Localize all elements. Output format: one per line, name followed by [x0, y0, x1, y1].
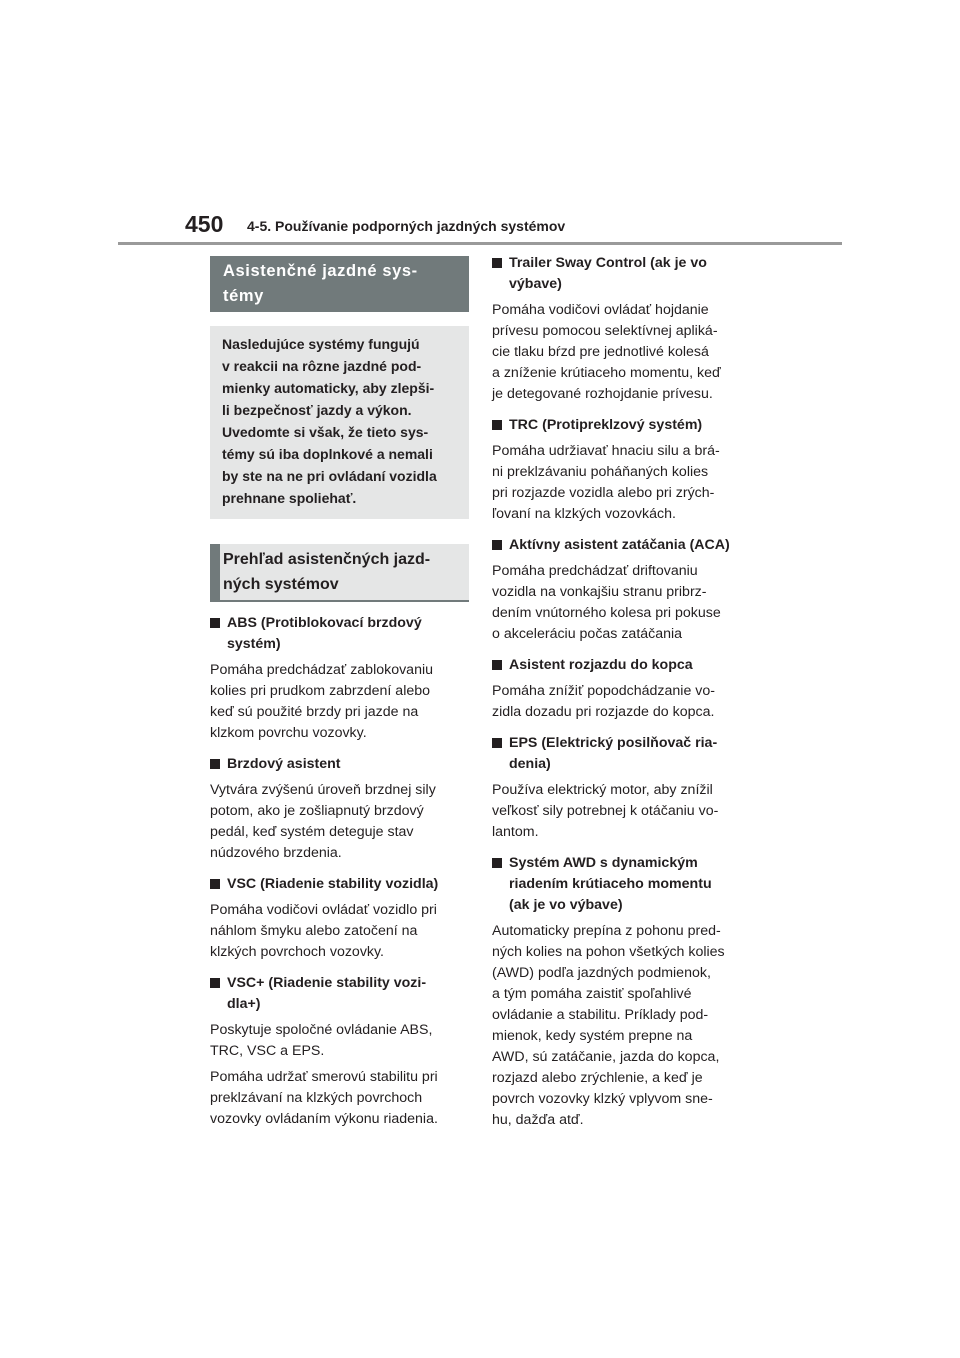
intro-line: li bezpečnosť jazdy a výkon.: [222, 402, 412, 418]
feature-title-line: VSC (Riadenie stability vozidla): [227, 876, 439, 892]
page-number: 450: [185, 211, 224, 237]
right-feature-list: [492, 253, 752, 1131]
feature-paragraph-line: Pomáha predchádzať zablokovaniu: [210, 662, 434, 678]
feature-paragraph-line: vozovky ovládaním výkonu riadenia.: [210, 1111, 438, 1127]
feature-paragraph-line: TRC, VSC a EPS.: [210, 1043, 325, 1059]
feature-title: [210, 973, 469, 1015]
feature-paragraph-line: klzkých povrchoch vozovky.: [210, 944, 384, 960]
left-feature-list: [210, 613, 469, 1130]
feature-paragraph-line: hu, dažďa atď.: [492, 1112, 584, 1128]
subsection-title: [210, 544, 469, 602]
feature-paragraph-line: Poskytuje spoločné ovládanie ABS,: [210, 1022, 433, 1038]
feature-paragraph-line: keď sú použité brzdy pri jazde na: [210, 704, 419, 720]
feature-title-line: riadením krútiaceho momentu: [509, 876, 712, 892]
square-bullet-icon: [210, 879, 220, 889]
feature-paragraph-line: pedál, keď systém deteguje stav: [210, 824, 414, 840]
header-rule: [118, 242, 842, 245]
feature-paragraph-line: o akceleráciu počas zatáčania: [492, 626, 683, 642]
feature-paragraph-line: veľkosť sily potrebnej k otáčaniu vo-: [492, 803, 719, 819]
feature-title: [492, 733, 752, 775]
feature-paragraph-line: pri rozjazde vozidla alebo pri zrých-: [492, 485, 715, 501]
square-bullet-icon: [492, 540, 502, 550]
square-bullet-icon: [492, 858, 502, 868]
feature-paragraph-line: ľovaní na klzkých vozovkách.: [492, 506, 676, 522]
feature-paragraph: [492, 300, 752, 405]
square-bullet-icon: [492, 258, 502, 268]
feature-paragraph: [492, 441, 752, 525]
feature-paragraph-line: dením vnútorného kolesa pri pokuse: [492, 605, 721, 621]
feature-title: [210, 874, 469, 895]
feature-paragraph: [210, 780, 469, 864]
feature-item: [210, 613, 469, 744]
feature-paragraph-line: Používa elektrický motor, aby znížil: [492, 782, 713, 798]
feature-paragraph-line: Pomáha vodičovi ovládať hojdanie: [492, 302, 709, 318]
feature-paragraph: [210, 1067, 469, 1130]
feature-item: [492, 733, 752, 843]
feature-paragraph-line: povrch vozovky klzký vplyvom sne-: [492, 1091, 713, 1107]
feature-paragraph: [492, 681, 752, 723]
square-bullet-icon: [210, 618, 220, 628]
right-column: [492, 253, 752, 1131]
feature-item: [492, 853, 752, 1131]
feature-paragraph-line: ných kolies na pohon všetkých kolies: [492, 944, 725, 960]
square-bullet-icon: [492, 420, 502, 430]
feature-paragraph-line: prívesu pomocou selektívnej apliká-: [492, 323, 718, 339]
feature-paragraph: [492, 561, 752, 645]
feature-paragraph-line: lantom.: [492, 824, 539, 840]
feature-paragraph-line: kolies pri prudkom zabrzdení alebo: [210, 683, 431, 699]
feature-title: [492, 535, 752, 556]
square-bullet-icon: [492, 660, 502, 670]
feature-paragraph-line: vozidla na vonkajšiu stranu pribrz-: [492, 584, 707, 600]
feature-title-line: Systém AWD s dynamickým: [509, 855, 698, 871]
feature-paragraph: [210, 900, 469, 963]
intro-line: Uvedomte si však, že tieto sys-: [222, 424, 429, 440]
feature-title-line: Asistent rozjazdu do kopca: [509, 657, 693, 673]
section-title: [210, 256, 469, 312]
feature-paragraph-line: klzkom povrchu vozovky.: [210, 725, 367, 741]
feature-paragraph-line: ovládanie a stabilitu. Príklady pod-: [492, 1007, 709, 1023]
feature-paragraph-line: je detegované rozhojdanie prívesu.: [492, 386, 713, 402]
subsection-title-line: ných systémov: [223, 576, 339, 593]
feature-paragraph: [492, 780, 752, 843]
feature-item: [492, 253, 752, 405]
feature-paragraph-line: a tým pomáha zaistiť spoľahlivé: [492, 986, 692, 1002]
left-column: [210, 256, 469, 1130]
feature-title-line: dla+): [227, 996, 261, 1012]
intro-line: Nasledujúce systémy fungujú: [222, 336, 420, 352]
feature-paragraph-line: Pomáha udržiavať hnaciu silu a brá-: [492, 443, 720, 459]
feature-title-line: Brzdový asistent: [227, 756, 341, 772]
feature-title-line: EPS (Elektrický posilňovač ria-: [509, 735, 718, 751]
section-title-line: témy: [223, 287, 264, 305]
intro-box: [210, 326, 469, 519]
feature-title: [210, 754, 469, 775]
feature-paragraph-line: potom, ako je zošliapnutý brzdový: [210, 803, 424, 819]
feature-item: [210, 754, 469, 864]
feature-title: [492, 415, 752, 436]
feature-title: [210, 613, 469, 655]
feature-item: [210, 874, 469, 963]
feature-item: [492, 535, 752, 645]
feature-paragraph-line: Automaticky prepína z pohonu pred-: [492, 923, 721, 939]
feature-paragraph-line: AWD, sú zatáčanie, jazda do kopca,: [492, 1049, 720, 1065]
feature-paragraph-line: (AWD) podľa jazdných podmienok,: [492, 965, 711, 981]
square-bullet-icon: [210, 978, 220, 988]
feature-paragraph: [210, 660, 469, 744]
feature-paragraph: [210, 1020, 469, 1062]
feature-title-line: TRC (Protipreklzový systém): [509, 417, 703, 433]
intro-line: témy sú iba doplnkové a nemali: [222, 446, 433, 462]
feature-title-line: (ak je vo výbave): [509, 897, 623, 913]
feature-paragraph-line: Pomáha predchádzať driftovaniu: [492, 563, 698, 579]
feature-paragraph-line: mienok, kedy systém prepne na: [492, 1028, 693, 1044]
running-header: 4-5. Používanie podporných jazdných systémov: [247, 218, 566, 234]
feature-title-line: Aktívny asistent zatáčania (ACA): [509, 537, 730, 553]
feature-title: [492, 655, 752, 676]
feature-paragraph-line: ni preklzávaniu poháňaných kolies: [492, 464, 709, 480]
intro-line: prehnane spoliehať.: [222, 490, 357, 506]
subsection-title-line: Prehľad asistenčných jazd-: [223, 551, 431, 568]
feature-item: [492, 415, 752, 525]
feature-paragraph-line: náhlom šmyku alebo zatočení na: [210, 923, 418, 939]
feature-title-line: VSC+ (Riadenie stability vozi-: [227, 975, 427, 991]
feature-title: [492, 853, 752, 916]
feature-title-line: denia): [509, 756, 551, 772]
feature-paragraph: [492, 921, 752, 1131]
feature-paragraph-line: rozjazd alebo zrýchlenie, a keď je: [492, 1070, 703, 1086]
intro-line: by ste na ne pri ovládaní vozidla: [222, 468, 437, 484]
feature-title-line: Trailer Sway Control (ak je vo: [509, 255, 707, 271]
intro-line: v reakcii na rôzne jazdné pod-: [222, 358, 422, 374]
feature-paragraph-line: a zníženie krútiaceho momentu, keď: [492, 365, 721, 381]
section-title-line: Asistenčné jazdné sys-: [223, 262, 418, 280]
feature-title-line: ABS (Protiblokovací brzdový: [227, 615, 422, 631]
feature-title: [492, 253, 752, 295]
feature-title-line: výbave): [509, 276, 562, 292]
feature-title-line: systém): [227, 636, 281, 652]
feature-paragraph-line: Pomáha udržať smerovú stabilitu pri: [210, 1069, 438, 1085]
feature-paragraph-line: zidla dozadu pri rozjazde do kopca.: [492, 704, 715, 720]
intro-line: mienky automaticky, aby zlepši-: [222, 380, 435, 396]
feature-paragraph-line: preklzávaní na klzkých povrchoch: [210, 1090, 423, 1106]
square-bullet-icon: [492, 738, 502, 748]
feature-paragraph-line: Vytvára zvýšenú úroveň brzdnej sily: [210, 782, 436, 798]
feature-item: [492, 655, 752, 723]
feature-paragraph-line: núdzového brzdenia.: [210, 845, 342, 861]
feature-item: [210, 973, 469, 1130]
feature-paragraph-line: Pomáha znížiť popodchádzanie vo-: [492, 683, 716, 699]
feature-paragraph-line: cie tlaku bŕzd pre jednotlivé kolesá: [492, 344, 709, 360]
square-bullet-icon: [210, 759, 220, 769]
feature-paragraph-line: Pomáha vodičovi ovládať vozidlo pri: [210, 902, 437, 918]
